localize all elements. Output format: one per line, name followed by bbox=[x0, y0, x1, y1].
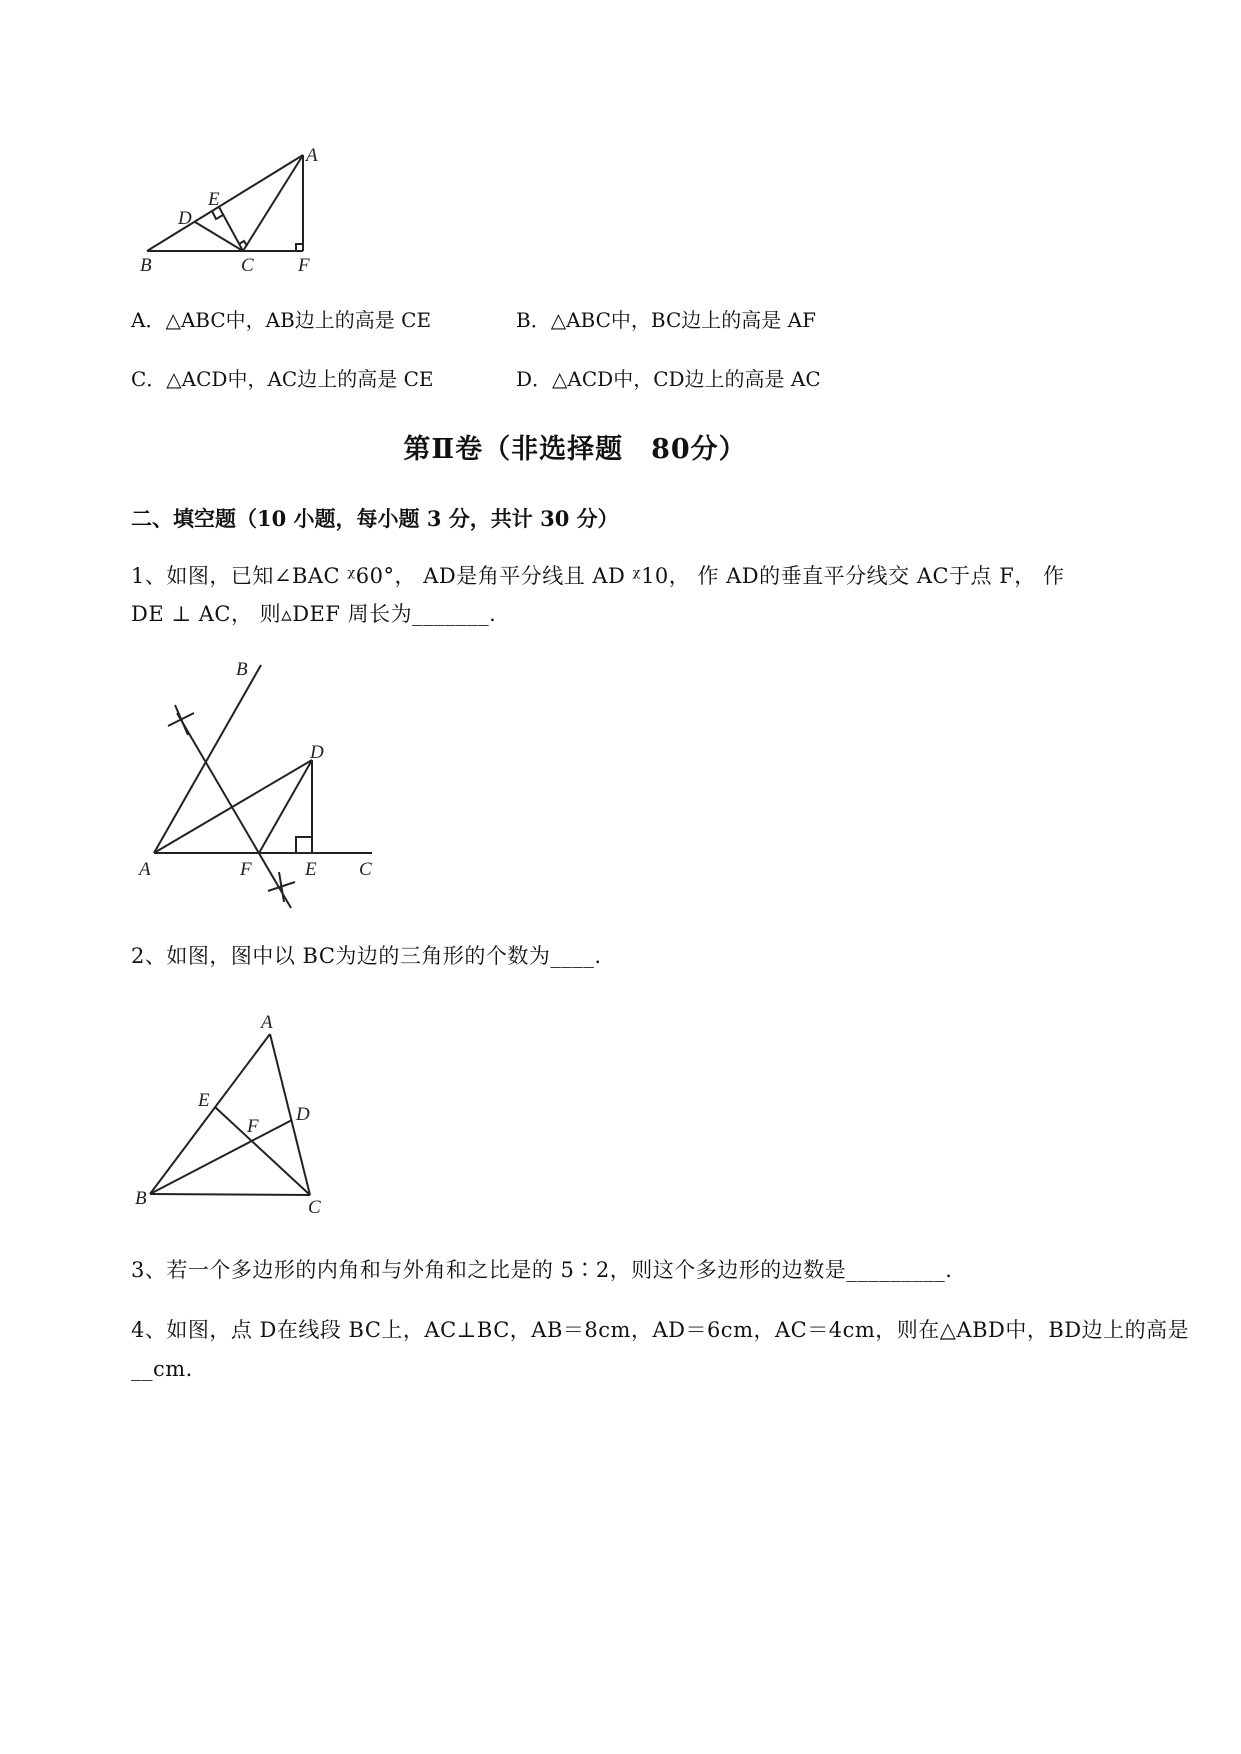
option-d: D．△ACD中，CD边上的高是 AC bbox=[516, 367, 821, 391]
label-a: A bbox=[139, 859, 151, 880]
right-angle-mark-e bbox=[296, 837, 312, 853]
label-e: E bbox=[305, 859, 317, 880]
label-a: A bbox=[261, 1012, 273, 1033]
section-heading: 二、填空题（10 小题，每小题 3 分，共计 30 分） bbox=[131, 506, 619, 531]
label-c: C bbox=[308, 1197, 321, 1218]
label-f: F bbox=[298, 255, 310, 276]
question-4-line-2: __cm. bbox=[131, 1357, 193, 1381]
label-b: B bbox=[236, 659, 248, 680]
label-c: C bbox=[241, 255, 254, 276]
question-2: 2、如图，图中以 BC为边的三角形的个数为____. bbox=[131, 944, 602, 968]
perpendicular-bisector bbox=[177, 713, 291, 908]
segment-ac bbox=[243, 155, 303, 251]
right-angle-mark-f bbox=[296, 244, 303, 251]
question-4-line-1: 4、如图，点 D在线段 BC上，AC⊥BC，AB＝8cm，AD＝6cm，AC＝4cm，则在△ABD中，BD边上的高是 bbox=[131, 1318, 1190, 1342]
segment-ad bbox=[154, 760, 312, 853]
part-title: 第Ⅱ卷（非选择题 80分） bbox=[403, 434, 747, 465]
question-3: 3、若一个多边形的内角和与外角和之比是的 5∶2，则这个多边形的边数是_________. bbox=[131, 1258, 953, 1282]
figure-1-diagram bbox=[140, 145, 340, 280]
option-a: A．△ABC中，AB边上的高是 CE bbox=[131, 308, 432, 332]
label-a: A bbox=[306, 145, 318, 166]
segment-ab bbox=[147, 155, 303, 251]
figure-3-diagram bbox=[130, 1008, 340, 1218]
label-d: D bbox=[310, 742, 324, 763]
label-f: F bbox=[240, 859, 252, 880]
label-e: E bbox=[198, 1090, 210, 1111]
label-b: B bbox=[135, 1188, 147, 1209]
label-f: F bbox=[247, 1116, 259, 1137]
label-d: D bbox=[296, 1104, 310, 1125]
question-1-line-1: 1、如图，已知∠BAC ᵡ60°， AD是角平分线且 AD ᵡ10， 作 AD的垂直平分线交 AC于点 F， 作 bbox=[131, 564, 1065, 588]
label-b: B bbox=[140, 255, 152, 276]
arc-mark-top-2 bbox=[175, 705, 188, 735]
ray-ab bbox=[154, 665, 261, 853]
figure-2-diagram bbox=[130, 655, 390, 915]
label-d: D bbox=[178, 208, 192, 229]
segment-bc bbox=[150, 1194, 310, 1195]
segment-fd bbox=[259, 760, 312, 853]
label-c: C bbox=[359, 859, 372, 880]
option-b: B．△ABC中，BC边上的高是 AF bbox=[516, 308, 816, 332]
segment-ab bbox=[150, 1034, 270, 1194]
segment-bd bbox=[150, 1120, 292, 1194]
option-c: C．△ACD中，AC边上的高是 CE bbox=[131, 367, 434, 391]
label-e: E bbox=[208, 189, 220, 210]
question-1-line-2: DE ⊥ AC， 则▵DEF 周长为_______. bbox=[131, 602, 497, 626]
